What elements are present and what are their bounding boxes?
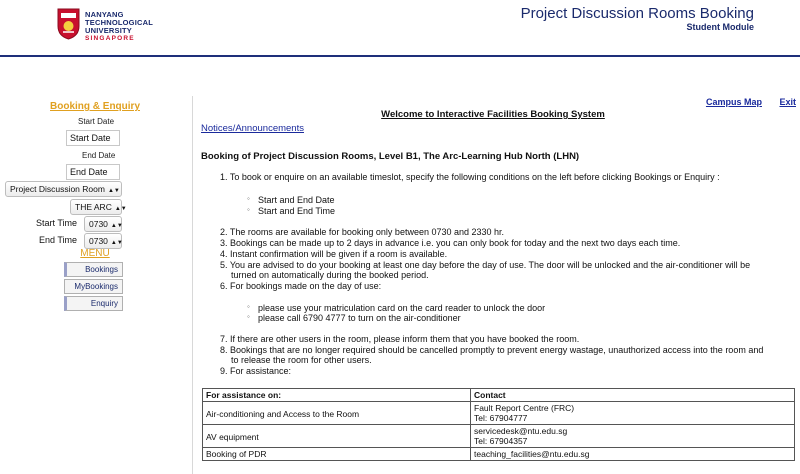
logo-wordmark — [85, 11, 153, 35]
ntu-logo[interactable] — [57, 8, 157, 48]
table-row — [203, 425, 795, 448]
table-row — [203, 402, 795, 425]
contact-line: Tel: 67904777 — [474, 413, 528, 423]
assist-topic: Air-conditioning and Access to the Room — [203, 402, 471, 425]
header-divider — [0, 55, 800, 57]
contact-email[interactable]: teaching_facilities@ntu.edu.sg — [474, 449, 590, 459]
contact-email[interactable]: servicedesk@ntu.edu.sg — [474, 426, 568, 436]
top-links — [691, 97, 796, 107]
room-type-select[interactable] — [5, 181, 122, 197]
logo-line: TECHNOLOGICAL — [85, 18, 154, 27]
main-content — [193, 96, 800, 474]
instruction-line: 6. For bookings made on the day of use: — [220, 281, 382, 291]
table-header-cell: For assistance on: — [203, 389, 471, 402]
instruction-line: 9. For assistance: — [220, 366, 292, 376]
assist-contact — [471, 448, 795, 461]
select-arrows-icon: ▲▼ — [114, 206, 127, 212]
logo-line: UNIVERSITY — [85, 26, 133, 35]
end-time-select[interactable] — [84, 233, 122, 249]
assistance-table — [202, 388, 795, 461]
instruction-line: 1. To book or enquire on an available timeslot, specify the following conditions on the left before clicking Bookings or Enquiry : — [220, 172, 720, 182]
system-title: Project Discussion Rooms Booking — [520, 5, 754, 22]
end-time-value: 0730 — [89, 236, 108, 246]
day-of-use-item: ◦ please use your matriculation card on the card reader to unlock the door — [258, 303, 545, 313]
select-arrows-icon: ▲▼ — [110, 240, 123, 246]
location-select[interactable] — [70, 199, 127, 215]
condition-item: ◦ Start and End Time — [258, 206, 335, 216]
logo-line: NANYANG — [85, 10, 124, 19]
notices-link[interactable]: Notices/Announcements — [201, 123, 304, 134]
table-header-cell: Contact — [471, 389, 795, 402]
contact-line: Fault Report Centre (FRC) — [474, 403, 575, 413]
start-date-label: Start Date — [78, 117, 115, 126]
menu-title: MENU — [80, 248, 110, 259]
start-time-value: 0730 — [89, 219, 108, 229]
start-time-select[interactable] — [84, 216, 122, 232]
assist-topic: AV equipment — [203, 425, 471, 448]
bookings-button[interactable]: Bookings — [64, 262, 123, 277]
room-type-value: Project Discussion Room — [10, 184, 105, 194]
exit-link[interactable]: Exit — [779, 97, 796, 107]
system-subtitle: Student Module — [686, 22, 754, 32]
booking-enquiry-title: Booking & Enquiry — [50, 101, 140, 112]
day-of-use-item: ◦ please call 6790 4777 to turn on the air-conditioner — [258, 313, 461, 323]
select-arrows-icon: ▲▼ — [110, 223, 123, 229]
instruction-line: 8. Bookings that are no longer required should be cancelled promptly to prevent energy wastage, unauthorized access into the room and — [220, 345, 764, 355]
mybookings-button[interactable]: MyBookings — [64, 279, 123, 294]
select-arrows-icon: ▲▼ — [107, 188, 120, 194]
section-heading: Booking of Project Discussion Rooms, Level B1, The Arc-Learning Hub North (LHN) — [201, 151, 580, 162]
instruction-line: 3. Bookings can be made up to 2 days in advance i.e. you can only book for today and the next two days each time. — [220, 238, 681, 248]
assist-topic: Booking of PDR — [203, 448, 471, 461]
instruction-line: 4. Instant confirmation will be given if a room is available. — [220, 249, 448, 259]
end-date-label: End Date — [82, 151, 116, 160]
ntu-crest-icon — [57, 8, 80, 40]
instruction-line: 7. If there are other users in the room, please inform them that you have booked the room. — [220, 334, 580, 344]
end-date-input[interactable]: End Date — [66, 164, 120, 180]
condition-item: ◦ Start and End Date — [258, 195, 335, 205]
campus-map-link[interactable]: Campus Map — [705, 97, 762, 107]
end-time-label: End Time — [39, 235, 78, 245]
contact-line: Tel: 67904357 — [474, 436, 528, 446]
instruction-line: 5. You are advised to do your booking at least one day before the day of use. The door will be unlocked and the air-conditioner will be — [220, 260, 751, 270]
enquiry-button[interactable]: Enquiry — [64, 296, 123, 311]
instruction-line: 2. The rooms are available for booking only between 0730 and 2330 hr. — [220, 227, 505, 237]
instruction-line: to release the room for other users. — [231, 355, 372, 365]
instruction-line: turned on automatically during the booked period. — [231, 270, 429, 280]
start-time-label: Start Time — [36, 218, 78, 228]
table-row — [203, 448, 795, 461]
location-value: THE ARC — [75, 202, 112, 212]
start-date-input[interactable]: Start Date — [66, 130, 120, 146]
table-header-row — [203, 389, 795, 402]
assist-contact — [471, 402, 795, 425]
booking-sidebar — [0, 96, 192, 474]
page-header — [0, 0, 800, 56]
assist-contact — [471, 425, 795, 448]
logo-country: SINGAPORE — [85, 35, 135, 42]
welcome-title: Welcome to Interactive Facilities Booking System — [381, 109, 605, 120]
